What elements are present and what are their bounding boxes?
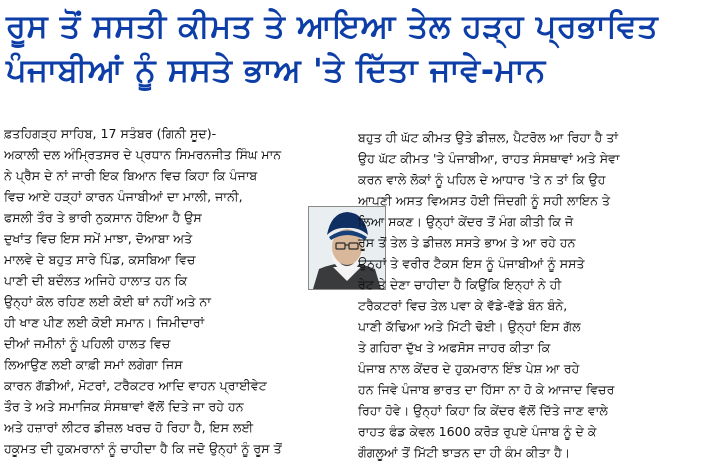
article-left-bottom [4, 291, 352, 459]
article-line: ਰਾਹਤ ਫੰਡ ਕੇਵਲ 1600 ਕਰੋੜ ਰੁਪਏ ਪੰਜਾਬ ਨੂੰ ਦੇ ਕੇ [358, 424, 597, 439]
article-line: ਕਰਨ ਵਾਲੇ ਲੋਕਾਂ ਨੂੰ ਪਹਿਲ ਦੇ ਆਧਾਰ 'ਤੇ ਨ ਤਾਂ ਕਿ ਉਹ [358, 172, 606, 187]
article-line: ਦੀਆਂ ਜਮੀਨਾਂ ਨੂੰ ਪਹਿਲੀ ਹਾਲਤ ਵਿਚ [4, 336, 171, 351]
headline-line-2: ਪੰਜਾਬੀਆਂ ਨੂੰ ਸਸਤੇ ਭਾਅ 'ਤੇ ਦਿੱਤਾ ਜਾਵੇ-ਮਾਨ [6, 51, 546, 89]
article-line: ਰੂਸ ਤੋਂ ਤੇਲ ਤੇ ਡੀਜ਼ਲ ਸਸਤੇ ਭਾਅ ਤੇ ਆ ਰਹੇ ਹਨ [358, 235, 576, 250]
article-line: ਤੌਰ ਤੇ ਅਤੇ ਸਮਾਜਿਕ ਸੰਸਥਾਵਾਂ ਵੱਲੋਂ ਦਿਤੇ ਜਾ ਰਹੇ ਹਨ [4, 399, 244, 414]
article-line: ਹੀ ਖਾਣ ਪੀਣ ਲਈ ਕੋਈ ਸਮਾਨ। ਜਿਮੀਦਾਰਾਂ [4, 315, 205, 330]
headline-line-1: ਰੂਸ ਤੋਂ ਸਸਤੀ ਕੀਮਤ ਤੇ ਆਇਆ ਤੇਲ ਹੜ੍ਹ ਪ੍ਰਭਾਵਿਤ [6, 7, 659, 45]
article-line: ਲਿਆ ਸਕਣ। ਉਨ੍ਹਾਂ ਕੇਂਦਰ ਤੋਂ ਮੰਗ ਕੀਤੀ ਕਿ ਜੋ [358, 214, 574, 229]
article-line: ਲਿਆਉਣ ਲਈ ਕਾਫ਼ੀ ਸਮਾਂ ਲਗੇਗਾ ਜਿਸ [4, 357, 183, 372]
article-line: ਹਕੂਮਤ ਦੀ ਹੁਕਮਰਾਨਾਂ ਨੂੰ ਚਾਹੀਦਾ ਹੈ ਕਿ ਜਦੋ ਉਨ੍ਹਾਂ ਨੂੰ ਰੂਸ ਤੋਂ [4, 441, 282, 456]
article-line: ਉਨ੍ਹਾਂ ਤੇ ਵਰੀਰ ਟੈਕਸ ਇਸ ਨੂੰ ਪੰਜਾਬੀਆਂ ਨੂੰ ਸਸਤੇ [358, 256, 585, 271]
article-line: ਰਿਹਾ ਹੋਵੇ। ਉਨ੍ਹਾਂ ਕਿਹਾ ਕਿ ਕੇਂਦਰ ਵੱਲੋਂ ਦਿੱਤੇ ਜਾਣ ਵਾਲੇ [358, 403, 608, 418]
article-line: ਬਹੁਤ ਹੀ ਘੱਟ ਕੀਮਤ ਉਤੇ ਡੀਜ਼ਲ, ਪੈਟਰੋਲ ਆ ਰਿਹਾ ਹੈ ਤਾਂ [358, 130, 619, 145]
article-line: ਅਤੇ ਹਜ਼ਾਰਾਂ ਲੀਟਰ ਡੀਜ਼ਲ ਖਰਚ ਹੋ ਰਿਹਾ ਹੈ, ਇਸ ਲਈ [4, 420, 254, 435]
dateline: ਫ਼ਤਹਿਗੜ੍ਹ ਸਾਹਿਬ, 17 ਸਤੰਬਰ (ਗਿਨੀ ਸੂਦ)- [4, 126, 217, 141]
article-line: ਮਾਲਵੇ ਦੇ ਬਹੁਤ ਸਾਰੇ ਪਿੰਡ, ਕਸਬਿਆ ਵਿਚ [4, 252, 196, 267]
article-line: ਪਾਣੀ ਕੱਢਿਆ ਅਤੇ ਮਿੱਟੀ ਢੋਈ। ਉਨ੍ਹਾਂ ਇਸ ਗੱਲ [358, 319, 581, 334]
headline [6, 4, 698, 92]
article-left-wrap [4, 207, 306, 291]
article-line: ਤੇ ਗਹਿਰਾ ਦੁੱਖ ਤੇ ਅਫਸੋਸ ਜਾਹਰ ਕੀਤਾ ਕਿ [358, 340, 551, 355]
article-line: ਅਕਾਲੀ ਦਲ ਅੰਮ੍ਰਿਤਸਰ ਦੇ ਪ੍ਰਧਾਨ ਸਿਮਰਨਜੀਤ ਸਿੰਘ ਮਾਨ [4, 147, 282, 162]
article-line: ਨੇ ਪ੍ਰੈਸ ਦੇ ਨਾਂ ਜਾਰੀ ਇਕ ਬਿਆਨ ਵਿਚ ਕਿਹਾ ਕਿ ਪੰਜਾਬ [4, 168, 258, 183]
article-line: ਰੇਟ ਤੇ ਦੇਣਾ ਚਾਹੀਦਾ ਹੈ ਕਿਉਂਕਿ ਇਨ੍ਹਾਂ ਨੇ ਹੀ [358, 277, 562, 292]
article-line: ਉਹ ਘੱਟ ਕੀਮਤ 'ਤੇ ਪੰਜਾਬੀਆ, ਰਾਹਤ ਸੰਸਥਾਵਾਂ ਅਤੇ ਸੇਵਾ [358, 151, 620, 166]
article-line: ਆਪਣੀ ਅਸਤ ਵਿਅਸਤ ਹੋਈ ਜਿੰਦਗੀ ਨੂੰ ਸਹੀ ਲਾਇਨ ਤੇ [358, 193, 611, 208]
article-line: ਟਰੈਕਟਰਾਂ ਵਿਚ ਤੇਲ ਪਵਾ ਕੇ ਵੱਡੇ-ਵੱਡੇ ਬੰਨ ਬੰਨੇ, [358, 298, 568, 313]
article-line: ਹਨ ਜਿਵੇ ਪੰਜਾਬ ਭਾਰਤ ਦਾ ਹਿੱਸਾ ਨਾ ਹੋ ਕੇ ਆਜਾਦ ਵਿਚਰ [358, 382, 615, 397]
article-line: ਵਿਚ ਆਏ ਹੜ੍ਹਾਂ ਕਾਰਨ ਪੰਜਾਬੀਆਂ ਦਾ ਮਾਲੀ, ਜਾਨੀ, [4, 189, 243, 204]
article-right-column [358, 127, 700, 463]
article-line: ਪੰਜਾਬ ਨਾਲ ਕੇਂਦਰ ਦੇ ਹੁਕਮਰਾਨ ਇੰਝ ਪੇਸ਼ ਆ ਰਹੇ [358, 361, 580, 376]
article-line: ਪਾਣੀ ਦੀ ਬਦੌਲਤ ਅਜਿਹੇ ਹਾਲਾਤ ਹਨ ਕਿ [4, 273, 188, 288]
article-line: ਕਾਰਨ ਗੱਡੀਆਂ, ਮੋਟਰਾਂ, ਟਰੈਕਟਰ ਆਦਿ ਵਾਹਨ ਪ੍ਰਾਈਵੇਟ [4, 378, 267, 393]
article-line: ਫਸਲੀ ਤੌਰ ਤੇ ਭਾਰੀ ਨੁਕਸਾਨ ਹੋਇਆ ਹੈ ਉਸ [4, 210, 202, 225]
article-line: ਦੁਖਾਂਤ ਵਿਚ ਇਸ ਸਮੇਂ ਮਾਝਾ, ਦੋਆਬਾ ਅਤੇ [4, 231, 193, 246]
article-line: ਉਨ੍ਹਾਂ ਕੋਲ ਰਹਿਣ ਲਈ ਕੋਈ ਥਾਂ ਨਹੀਂ ਅਤੇ ਨਾ [4, 294, 211, 309]
article-left-top [4, 123, 352, 207]
article-line: ਗੌਗਲੂਆਂ ਤੋਂ ਮਿੱਟੀ ਝਾੜਨ ਦਾ ਹੀ ਕੰਮ ਕੀਤਾ ਹੈ। [358, 445, 571, 460]
